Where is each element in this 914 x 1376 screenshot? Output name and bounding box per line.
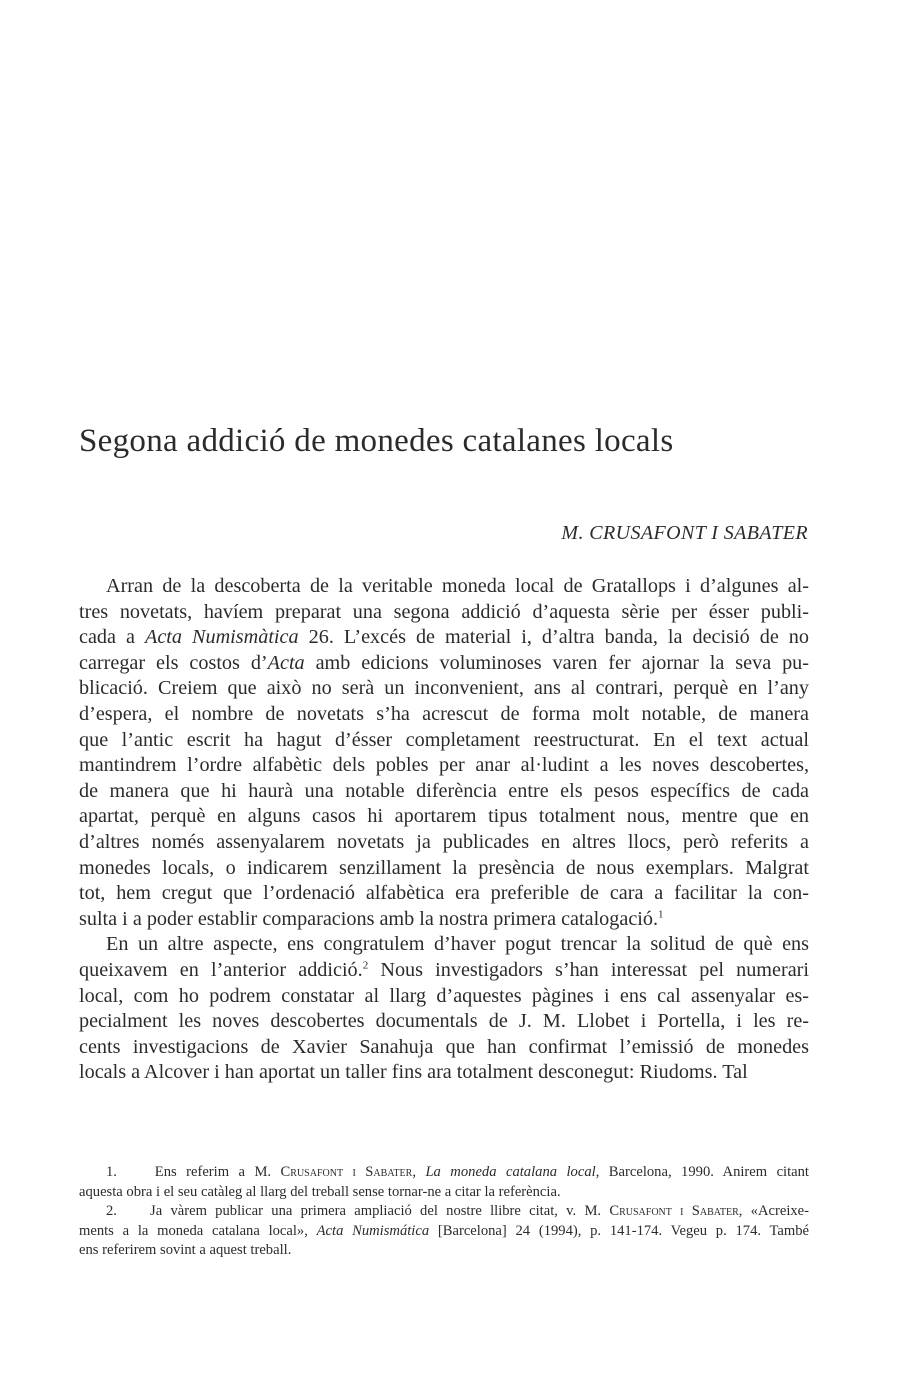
body-line: pecialment les noves descobertes documentals de J. M. Llobet i Portella, i les re-: [79, 1010, 809, 1033]
footnote-2-text: Ja vàrem publicar una primera ampliació del nostre llibre citat, v. M.: [150, 1203, 610, 1220]
body-line: [79, 625, 809, 651]
footnote-ref: 1: [658, 907, 664, 920]
footnote-2-number: 2.: [106, 1203, 117, 1220]
footnote-2-journal: Acta Numismática: [316, 1222, 430, 1239]
body-line: mantindrem l’ordre alfabètic dels pobles per anar al·ludint a les noves descobertes,: [79, 754, 809, 777]
body-line: de manera que hi haurà una notable diferència entre els pesos específics de cada: [79, 779, 809, 802]
footnotes: [79, 1163, 809, 1261]
footnote-1-line-1: [79, 1163, 809, 1183]
journal-title: Acta Numismàtica: [145, 626, 299, 649]
body-line: tot, hem cregut que l’ordenació alfabètica era preferible de cara a facilitar la con-: [79, 882, 809, 905]
body-line: [79, 651, 809, 677]
body-text-segment: queixavem en l’anterior addició.: [79, 958, 363, 981]
body-line: cents investigacions de Xavier Sanahuja que han confirmat l’emissió de monedes: [79, 1035, 809, 1058]
body-line: locals a Alcover i han aportat un taller fins ara totalment desconegut: Riudoms. Tal: [79, 1061, 748, 1084]
body-line: que l’antic escrit ha hagut d’ésser completament reestructurat. En el text actual: [79, 728, 809, 751]
body-text-segment: 26. L’excés de material i, d’altra banda, la decisió de no: [298, 626, 809, 649]
body-text-segment: amb edicions voluminoses varen fer ajornar la seva pu-: [304, 651, 810, 674]
body-text-segment: carregar els costos d’: [79, 651, 268, 674]
body-line: monedes locals, o indicarem senzillament la presència de nous exemplars. Malgrat: [79, 856, 809, 879]
footnote-1-number: 1.: [106, 1164, 117, 1180]
footnote-ref: 2: [362, 959, 369, 972]
footnote-1-sep: ,: [412, 1164, 426, 1180]
footnote-2-author: Crusafont i Sabater: [609, 1203, 739, 1220]
footnote-2: [79, 1202, 809, 1261]
article-body: [79, 574, 809, 1086]
body-line: apartat, perquè en alguns casos hi aportarem tipus totalment nous, mentre que en: [79, 805, 809, 828]
body-line: d’altres només assenyalarem novetats ja publicades en altres llocs, però referits a: [79, 830, 809, 853]
body-text-segment: sulta i a poder establir comparacions amb la nostra primera catalogació.: [79, 907, 659, 930]
footnote-2-l2-end: [Barcelona] 24 (1994), p. 141-174. Vegeu p. 174. També: [429, 1222, 809, 1239]
body-line: En un altre aspecte, ens congratulem d’haver pogut trencar la solitud de què ens: [106, 933, 809, 956]
body-line: blicació. Creiem que això no serà un inconvenient, ans al contrari, perquè en l’any: [79, 677, 809, 700]
body-line: Arran de la descoberta de la veritable moneda local de Gratallops i d’algunes al-: [106, 575, 809, 597]
paragraph-1: [79, 574, 809, 932]
footnote-2-text-end: , «Acreixe-: [738, 1203, 810, 1220]
footnote-1-text: Ens referim a M.: [154, 1164, 281, 1180]
paragraph-2: [79, 932, 809, 1086]
footnote-2-l2-text: ments a la moneda catalana local»,: [79, 1222, 317, 1239]
body-text-segment: Nous investigadors s’han interessat pel numerari: [368, 958, 809, 981]
body-text-segment: cada a: [79, 626, 146, 649]
article-title: Segona addició de monedes catalanes locals: [79, 423, 674, 459]
body-line: d’espera, el nombre de novetats s’ha acrescut de forma molt notable, de manera: [79, 702, 809, 725]
footnote-1: [79, 1163, 809, 1202]
body-line: local, com ho podrem constatar al llarg d’aquestes pàgines i ens cal assenyalar es-: [79, 984, 809, 1007]
footnote-2-line-1: [79, 1202, 809, 1222]
footnote-2-line-2: [79, 1222, 809, 1242]
body-line: [79, 958, 809, 984]
body-line: tres novetats, havíem preparat una segona addició d’aquesta sèrie per ésser publi-: [79, 600, 809, 623]
footnote-1-line-2: aquesta obra i el seu catàleg al llarg del treball sense tornar-ne a citar la referència.: [79, 1183, 561, 1200]
body-line: [79, 907, 809, 933]
footnote-1-author: Crusafont i Sabater: [280, 1164, 413, 1180]
footnote-2-line-3: ens referirem sovint a aquest treball.: [79, 1242, 292, 1259]
author-name: M. CRUSAFONT I SABATER: [561, 522, 808, 544]
journal-title: Acta: [267, 651, 305, 674]
footnote-1-text-end: , Barcelona, 1990. Anirem citant: [595, 1164, 809, 1180]
footnote-1-book-title: La moneda catalana local: [425, 1164, 596, 1180]
